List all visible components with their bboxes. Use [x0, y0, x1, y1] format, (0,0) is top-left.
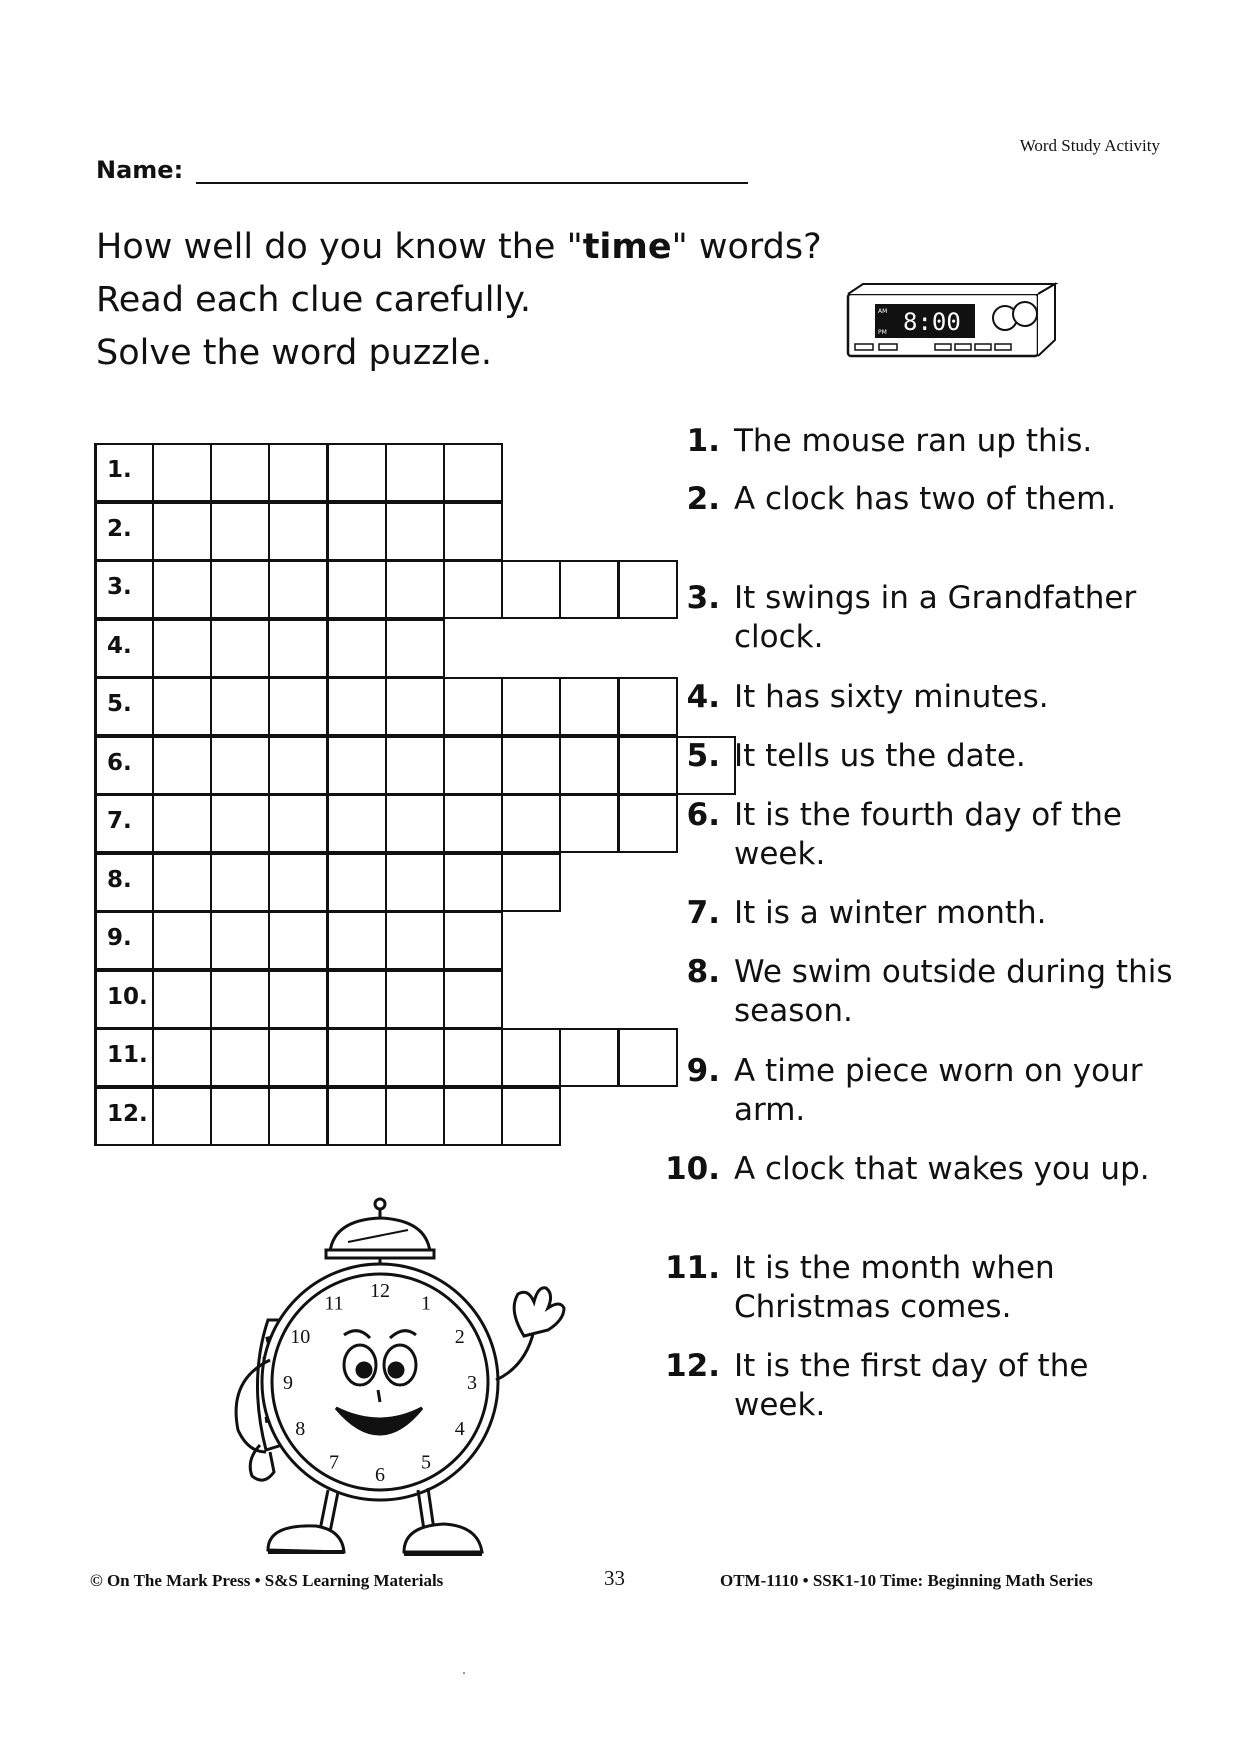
publisher-credit: © On The Mark Press • S&S Learning Materials	[90, 1571, 444, 1590]
clock-radio-icon	[845, 282, 1060, 362]
crossword-cell[interactable]	[327, 1028, 387, 1087]
crossword-cell[interactable]	[327, 619, 387, 678]
instruction-line-1-end: " words?	[671, 227, 822, 267]
clue-number: 9.	[686, 1053, 720, 1089]
crossword-cell[interactable]	[268, 560, 328, 619]
crossword-cell[interactable]	[210, 794, 270, 853]
clock-number: 6	[375, 1464, 385, 1486]
crossword-cell[interactable]	[385, 560, 445, 619]
clue-item	[660, 796, 1180, 874]
clue-text: A clock has two of them.	[734, 481, 1117, 517]
crossword-cell[interactable]	[385, 970, 445, 1029]
clue-item	[660, 1052, 1180, 1130]
clue-number: 3.	[686, 580, 720, 616]
crossword-cell[interactable]	[385, 1028, 445, 1087]
clock-number: 10	[290, 1326, 311, 1348]
crossword-cell[interactable]	[210, 736, 270, 795]
crossword-cell[interactable]	[152, 736, 212, 795]
row-label: 10.	[94, 970, 154, 1029]
crossword-cell[interactable]	[443, 560, 503, 619]
crossword-cell[interactable]	[268, 1087, 328, 1146]
crossword-cell[interactable]	[152, 1087, 212, 1146]
row-label: 8.	[94, 853, 154, 912]
crossword-cell[interactable]	[385, 853, 445, 912]
stray-dot	[463, 1672, 465, 1674]
clue-number: 11.	[665, 1250, 720, 1286]
clue-text: It is the fourth day of the week.	[734, 797, 1122, 872]
name-label: Name:	[96, 156, 184, 184]
clock-number: 2	[454, 1326, 465, 1348]
row-label: 2.	[94, 502, 154, 561]
crossword-cell[interactable]	[385, 502, 445, 561]
crossword-cell[interactable]	[501, 677, 561, 736]
crossword-cell[interactable]	[268, 677, 328, 736]
clock-number: 11	[324, 1292, 344, 1315]
clue-item	[660, 422, 1180, 461]
activity-type-label: Word Study Activity	[1019, 136, 1160, 155]
crossword-cell[interactable]	[501, 794, 561, 853]
crossword-cell[interactable]	[385, 619, 445, 678]
crossword-cell[interactable]	[210, 502, 270, 561]
clock-number: 5	[421, 1451, 431, 1474]
crossword-cell[interactable]	[385, 1087, 445, 1146]
crossword-cell[interactable]	[443, 1028, 503, 1087]
clue-text: It has sixty minutes.	[734, 679, 1049, 715]
crossword-cell[interactable]	[385, 794, 445, 853]
clue-text: It is the month when Christmas comes.	[734, 1250, 1055, 1325]
crossword-cell[interactable]	[443, 677, 503, 736]
clue-item	[660, 737, 1180, 776]
crossword-cell[interactable]	[443, 736, 503, 795]
crossword-cell[interactable]	[152, 677, 212, 736]
crossword-cell[interactable]	[443, 853, 503, 912]
clock-number: 12	[370, 1280, 390, 1302]
clue-number: 7.	[686, 895, 720, 931]
crossword-cell[interactable]	[152, 560, 212, 619]
instructions	[96, 221, 822, 380]
name-input-line[interactable]	[196, 182, 748, 184]
page-number: 33	[604, 1566, 625, 1590]
clue-number: 5.	[686, 738, 720, 774]
crossword-cell[interactable]	[559, 560, 619, 619]
clue-number: 8.	[686, 954, 720, 990]
clue-text: We swim outside during this season.	[734, 954, 1173, 1029]
clock-number: 3	[467, 1372, 477, 1394]
clock-number: 9	[283, 1372, 293, 1394]
clue-text: It tells us the date.	[734, 738, 1026, 774]
clue-item	[660, 480, 1180, 558]
clue-text: It is a winter month.	[734, 895, 1047, 931]
alarm-clock-mascot-icon	[208, 1190, 588, 1570]
crossword-cell[interactable]	[327, 1087, 387, 1146]
clock-radio-display: 8:00	[903, 308, 961, 336]
crossword-cell[interactable]	[210, 677, 270, 736]
crossword-cell[interactable]	[152, 853, 212, 912]
crossword-cell[interactable]	[210, 970, 270, 1029]
crossword-cell[interactable]	[443, 911, 503, 970]
clue-item	[660, 953, 1180, 1031]
crossword-cell[interactable]	[152, 443, 212, 502]
crossword-cell[interactable]	[327, 736, 387, 795]
crossword-cell[interactable]	[385, 677, 445, 736]
crossword-cell[interactable]	[268, 853, 328, 912]
crossword-cell[interactable]	[268, 1028, 328, 1087]
crossword-cell[interactable]	[327, 502, 387, 561]
clue-text: It is the first day of the week.	[734, 1348, 1089, 1423]
clock-number: 1	[421, 1292, 431, 1315]
crossword-cell[interactable]	[210, 911, 270, 970]
crossword-cell[interactable]	[210, 1087, 270, 1146]
crossword-cell[interactable]	[327, 677, 387, 736]
crossword-cell[interactable]	[152, 794, 212, 853]
crossword-cell[interactable]	[501, 853, 561, 912]
crossword-cell[interactable]	[210, 560, 270, 619]
row-label: 4.	[94, 619, 154, 678]
crossword-cell[interactable]	[152, 619, 212, 678]
row-label: 5.	[94, 677, 154, 736]
crossword-cell[interactable]	[327, 970, 387, 1029]
crossword-cell[interactable]	[152, 502, 212, 561]
series-credit: OTM-1110 • SSK1-10 Time: Beginning Math Series	[720, 1571, 1093, 1590]
crossword-cell[interactable]	[210, 1028, 270, 1087]
crossword-cell[interactable]	[559, 677, 619, 736]
crossword-cell[interactable]	[327, 794, 387, 853]
row-label: 3.	[94, 560, 154, 619]
crossword-cell[interactable]	[501, 560, 561, 619]
instruction-line-2: Read each clue carefully.	[96, 280, 532, 320]
crossword-cell[interactable]	[268, 443, 328, 502]
row-label: 1.	[94, 443, 154, 502]
crossword-cell[interactable]	[443, 794, 503, 853]
crossword-cell[interactable]	[327, 560, 387, 619]
crossword-cell[interactable]	[443, 970, 503, 1029]
crossword-cell[interactable]	[443, 502, 503, 561]
clock-number: 4	[454, 1418, 465, 1440]
crossword-cell[interactable]	[152, 970, 212, 1029]
crossword-cell[interactable]	[268, 970, 328, 1029]
clue-text: The mouse ran up this.	[734, 423, 1093, 459]
instruction-line-1-start: How well do you know the "	[96, 227, 583, 267]
crossword-cell[interactable]	[327, 853, 387, 912]
crossword-cell[interactable]	[559, 1028, 619, 1087]
clue-number: 1.	[686, 423, 720, 459]
crossword-cell[interactable]	[385, 911, 445, 970]
clue-number: 10.	[665, 1151, 720, 1187]
am-indicator: AM	[878, 308, 888, 315]
crossword-cell[interactable]	[327, 443, 387, 502]
clue-text: It swings in a Grandfather clock.	[734, 580, 1137, 655]
crossword-grid	[94, 443, 682, 1146]
crossword-cell[interactable]	[268, 911, 328, 970]
crossword-cell[interactable]	[268, 736, 328, 795]
clock-number: 7	[329, 1451, 339, 1474]
crossword-cell[interactable]	[443, 443, 503, 502]
clue-text: A time piece worn on your arm.	[734, 1053, 1143, 1128]
clock-number: 8	[295, 1418, 306, 1440]
clue-number: 4.	[686, 679, 720, 715]
clue-number: 6.	[686, 797, 720, 833]
crossword-cell[interactable]	[501, 1028, 561, 1087]
crossword-cell[interactable]	[268, 502, 328, 561]
instruction-line-3: Solve the word puzzle.	[96, 333, 492, 373]
clue-item	[660, 1347, 1180, 1425]
row-label: 11.	[94, 1028, 154, 1087]
crossword-cell[interactable]	[559, 736, 619, 795]
crossword-cell[interactable]	[385, 736, 445, 795]
clue-item	[660, 678, 1180, 717]
clue-number: 2.	[686, 481, 720, 517]
crossword-cell[interactable]	[385, 443, 445, 502]
crossword-cell[interactable]	[443, 1087, 503, 1146]
pm-indicator: PM	[878, 329, 887, 336]
clue-item	[660, 579, 1180, 657]
emphasized-word: time	[582, 227, 672, 267]
clue-item	[660, 894, 1180, 933]
crossword-cell[interactable]	[210, 443, 270, 502]
clue-item	[660, 1150, 1180, 1228]
crossword-cell[interactable]	[559, 794, 619, 853]
crossword-cell[interactable]	[268, 794, 328, 853]
crossword-cell[interactable]	[327, 911, 387, 970]
row-label: 12.	[94, 1087, 154, 1146]
row-label: 6.	[94, 736, 154, 795]
row-label: 9.	[94, 911, 154, 970]
crossword-cell[interactable]	[152, 1028, 212, 1087]
crossword-cell[interactable]	[501, 1087, 561, 1146]
clue-text: A clock that wakes you up.	[734, 1151, 1150, 1187]
row-label: 7.	[94, 794, 154, 853]
clue-number: 12.	[665, 1348, 720, 1384]
crossword-cell[interactable]	[152, 911, 212, 970]
instruction-line-1	[96, 221, 822, 274]
crossword-cell[interactable]	[210, 619, 270, 678]
crossword-cell[interactable]	[268, 619, 328, 678]
crossword-cell[interactable]	[210, 853, 270, 912]
clue-item	[660, 1249, 1180, 1327]
crossword-cell[interactable]	[501, 736, 561, 795]
